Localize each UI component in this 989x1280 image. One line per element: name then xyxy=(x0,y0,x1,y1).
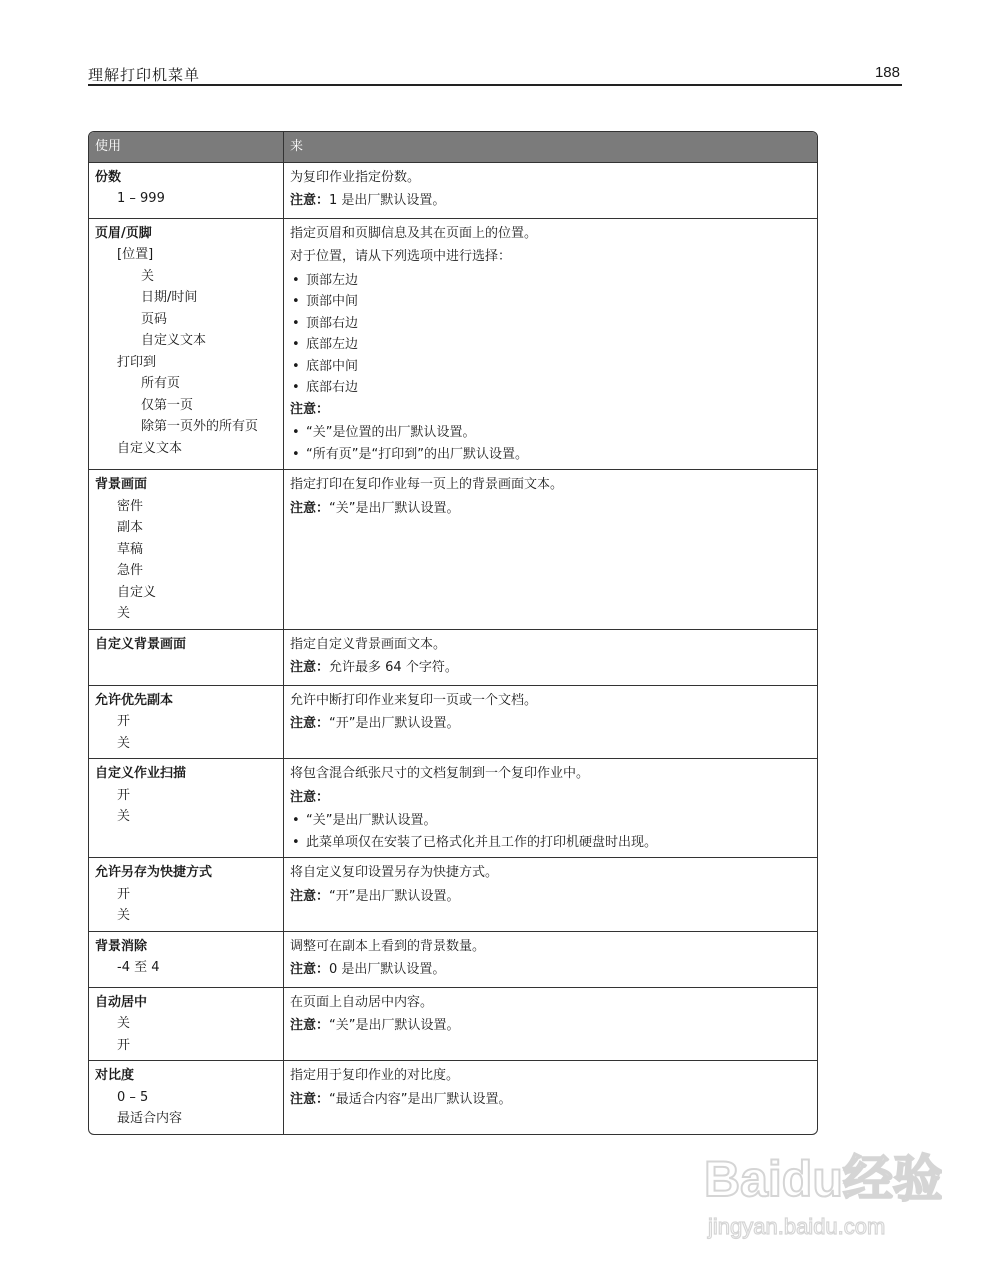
description-cell xyxy=(284,758,817,857)
note-text: “最适合内容”是出厂默认设置。 xyxy=(329,1091,512,1107)
watermark-brand: Baidu经验 xyxy=(704,1151,942,1207)
description-text: 指定页眉和页脚信息及其在页面上的位置。 xyxy=(290,225,538,241)
header-title: 理解打印机菜单 xyxy=(88,66,201,84)
menu-item-cell xyxy=(89,758,284,857)
note-label: 注意： xyxy=(290,962,330,977)
menu-option: 自定义 xyxy=(117,584,157,600)
bullet-item: • “关”是出厂默认设置。 xyxy=(290,810,811,832)
note-label: 注意： xyxy=(290,500,330,516)
description-cell xyxy=(284,469,817,629)
table-header-row xyxy=(89,132,817,162)
note xyxy=(290,498,811,520)
description-text: 指定打印在复印作业每一页上的背景画面文本。 xyxy=(290,477,564,492)
menu-table xyxy=(88,131,818,1135)
note xyxy=(290,1015,811,1037)
bullet-list xyxy=(290,422,811,465)
note-text: “开”是出厂默认设置。 xyxy=(329,888,460,904)
table-row xyxy=(89,162,817,218)
menu-item-name: 份数 xyxy=(95,169,122,185)
page-header xyxy=(88,62,902,86)
note-label: 注意： xyxy=(290,789,330,805)
bullet-item: • 底部右边 xyxy=(290,377,811,399)
note xyxy=(290,190,811,212)
menu-item-cell xyxy=(89,987,284,1061)
menu-option: 急件 xyxy=(117,563,144,578)
menu-option: 密件 xyxy=(117,498,144,514)
note xyxy=(290,657,811,679)
table-row xyxy=(89,758,817,857)
bullet-list xyxy=(290,270,811,399)
description-text: 允许中断打印作业来复印一页或一个文档。 xyxy=(290,692,538,708)
menu-option: 1 – 999 xyxy=(117,191,165,206)
table-row xyxy=(89,987,817,1061)
menu-item-name: 自动居中 xyxy=(95,994,148,1010)
table-row xyxy=(89,685,817,759)
note xyxy=(290,959,811,981)
menu-item-cell xyxy=(89,162,284,218)
note-label: 注意： xyxy=(290,660,330,675)
description-text: 指定自定义背景画面文本。 xyxy=(290,636,447,652)
column-header-use: 使用 xyxy=(89,132,284,162)
description-text: 调整可在副本上看到的背景数量。 xyxy=(290,938,486,954)
description-text: 指定用于复印作业的对比度。 xyxy=(290,1068,460,1083)
menu-item-name: 允许另存为快捷方式 xyxy=(95,865,213,880)
note xyxy=(290,886,811,908)
bullet-item: • 此菜单项仅在安装了已格式化并且工作的打印机硬盘时出现。 xyxy=(290,832,811,854)
note xyxy=(290,1089,811,1111)
menu-option: 关 xyxy=(117,606,131,621)
menu-option: 开 xyxy=(117,714,131,729)
bullet-list xyxy=(290,810,811,853)
bullet-item: • 顶部中间 xyxy=(290,291,811,313)
menu-option: 副本 xyxy=(117,520,144,535)
description-cell xyxy=(284,1060,817,1134)
menu-item-cell xyxy=(89,857,284,931)
note-text: “关”是出厂默认设置。 xyxy=(329,500,460,516)
note-label: 注意： xyxy=(290,1091,330,1107)
column-header-description: 来 xyxy=(284,132,817,162)
note-label: 注意： xyxy=(290,1018,330,1033)
note-label: 注意： xyxy=(290,888,330,904)
menu-option: 关 xyxy=(117,1016,131,1031)
menu-item-name: 自定义背景画面 xyxy=(95,636,187,652)
note-label: 注意： xyxy=(290,193,330,208)
description-cell xyxy=(284,857,817,931)
menu-item-cell xyxy=(89,685,284,759)
description-text: 在页面上自动居中内容。 xyxy=(290,994,434,1010)
note-label: 注意： xyxy=(290,401,330,417)
description-text: 为复印作业指定份数。 xyxy=(290,169,421,185)
menu-item-name: 背景消除 xyxy=(95,938,148,954)
menu-option: 除第一页外的所有页 xyxy=(141,419,259,434)
page-number: 188 xyxy=(874,64,900,81)
menu-item-cell xyxy=(89,629,284,685)
menu-option: 关 xyxy=(117,735,131,751)
note-text: 0 是出厂默认设置。 xyxy=(329,962,446,977)
menu-option: 日期/时间 xyxy=(141,290,198,305)
note xyxy=(290,399,811,421)
menu-option: 页码 xyxy=(141,311,168,327)
menu-option: 仅第一页 xyxy=(141,397,194,413)
description-cell xyxy=(284,931,817,987)
menu-option: 开 xyxy=(117,787,131,803)
bullet-item: • 顶部左边 xyxy=(290,270,811,292)
menu-option: 最适合内容 xyxy=(117,1111,183,1126)
table-row xyxy=(89,218,817,470)
table-row xyxy=(89,857,817,931)
description-text: 将包含混合纸张尺寸的文档复制到一个复印作业中。 xyxy=(290,766,590,781)
menu-option: 自定义文本 xyxy=(141,333,207,348)
menu-item-name: 对比度 xyxy=(95,1068,135,1083)
description-cell xyxy=(284,162,817,218)
note xyxy=(290,787,811,809)
menu-option: 打印到 xyxy=(117,354,157,370)
menu-option: 关 xyxy=(117,809,131,824)
menu-option: [位置] xyxy=(117,247,154,262)
note-text: 允许最多 64 个字符。 xyxy=(329,660,458,675)
description-cell xyxy=(284,218,817,470)
menu-option: 关 xyxy=(141,268,155,284)
bullet-item: • 底部左边 xyxy=(290,334,811,356)
bullet-item: • “关”是位置的出厂默认设置。 xyxy=(290,422,811,444)
menu-item-cell xyxy=(89,218,284,470)
table-row xyxy=(89,1060,817,1134)
menu-item-name: 页眉/页脚 xyxy=(95,225,152,241)
menu-option: 0 – 5 xyxy=(117,1089,149,1105)
menu-item-cell xyxy=(89,931,284,987)
table-row xyxy=(89,469,817,629)
note-text: “开”是出厂默认设置。 xyxy=(329,716,460,731)
watermark-url: jingyan.baidu.com xyxy=(708,1214,886,1239)
table-row xyxy=(89,931,817,987)
bullet-item: • “所有页”是“打印到”的出厂默认设置。 xyxy=(290,444,811,466)
table-row xyxy=(89,629,817,685)
bullet-item: • 顶部右边 xyxy=(290,313,811,335)
menu-item-cell xyxy=(89,1060,284,1134)
description-text: 将自定义复印设置另存为快捷方式。 xyxy=(290,865,499,880)
menu-option: 开 xyxy=(117,1037,131,1053)
menu-item-name: 允许优先副本 xyxy=(95,692,174,708)
note xyxy=(290,713,811,735)
baidu-jingyan-watermark xyxy=(702,1138,942,1248)
menu-option: -4 至 4 xyxy=(117,960,160,975)
bullet-item: • 底部中间 xyxy=(290,356,811,378)
note-text: 1 是出厂默认设置。 xyxy=(329,193,446,208)
description-cell xyxy=(284,629,817,685)
menu-option: 开 xyxy=(117,886,131,902)
menu-item-cell xyxy=(89,469,284,629)
menu-item-name: 自定义作业扫描 xyxy=(95,766,187,781)
menu-item-name: 背景画面 xyxy=(95,477,148,492)
menu-option: 草稿 xyxy=(117,541,144,557)
description-cell xyxy=(284,685,817,759)
menu-option: 关 xyxy=(117,908,131,923)
note-label: 注意： xyxy=(290,716,330,731)
description-cell xyxy=(284,987,817,1061)
menu-option: 自定义文本 xyxy=(117,440,183,456)
description-text: 对于位置，请从下列选项中进行选择： xyxy=(290,249,512,264)
note-text: “关”是出厂默认设置。 xyxy=(329,1018,460,1033)
menu-option: 所有页 xyxy=(141,376,181,391)
